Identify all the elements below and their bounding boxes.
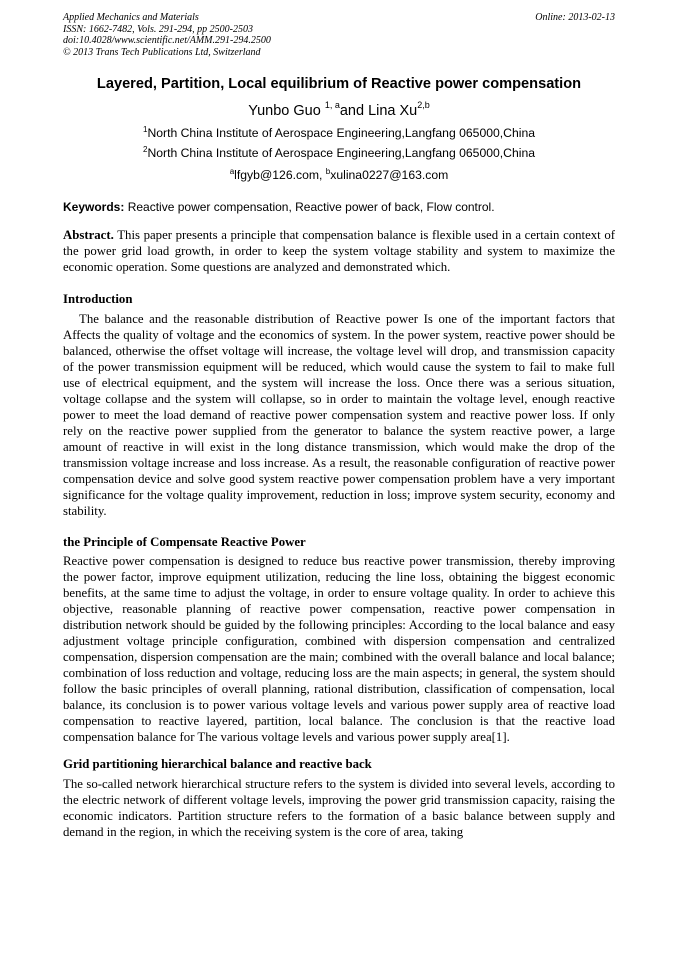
keywords-label: Keywords: (63, 200, 125, 214)
copyright-line: © 2013 Trans Tech Publications Ltd, Switzerland (63, 46, 261, 58)
doi-line: doi:10.4028/www.scientific.net/AMM.291-294.2500 (63, 35, 271, 46)
abstract-text: This paper presents a principle that compensation balance is flexible used in a certain context of the power grid load growth, in order to keep the system voltage stability and system to maximize the economic operation. Some questions are analyzed and demonstrated which. (63, 228, 616, 274)
principle-paragraph: Reactive power compensation is designed to reduce bus reactive power transmission, thereby improving the power factor, improve equipment utilization, reducing the line loss, obtaining the biggest economic benefits, at the same time to adjust the voltage, in order to ensure voltage quality. In order to achieve this objective, reasonable planning of reactive power compensation, reactive power compensation in distribution network should be guided by the following principles: According to the local balance and easy adjustment voltage principle configuration, combined with dispersion compensation and centralized compensation, dispersion compensation are the main; combined with the overall balance and local balance; combination of loss reduction and voltage, reducing loss are the main aspects; in general, the system should follow the basic principles of overall planning, rational distribution, classification of compensation, local balance, its conclusion is to power various voltage levels and various power supply area of reactive load compensation to reactive layered, partition, local balance. The conclusion is that the reactive load compensation balance for The various voltage levels and various power supply area[1]. (63, 554, 615, 744)
email-line (63, 168, 615, 182)
section-heading-principle: the Principle of Compensate Reactive Power (63, 535, 306, 549)
affiliation-2-superscript: 2 (142, 145, 148, 154)
author-line (63, 102, 615, 120)
issn-line: ISSN: 1662-7482, Vols. 291-294, pp 2500-2503 (63, 23, 253, 35)
email-b-superscript: b (325, 167, 331, 176)
abstract-label: Abstract. (63, 228, 114, 242)
section-heading-introduction: Introduction (63, 292, 133, 306)
affiliation-1-superscript: 1 (142, 125, 148, 134)
email-a: lfgyb@126.com, (234, 168, 323, 182)
section-heading-grid-partitioning: Grid partitioning hierarchical balance and reactive back (63, 757, 372, 771)
affiliation-1-text: North China Institute of Aerospace Engineering,Langfang 065000,China (147, 126, 536, 140)
paper-title: Layered, Partition, Local equilibrium of Reactive power compensation (96, 76, 582, 92)
keywords (63, 200, 615, 215)
paper-page (63, 12, 615, 840)
email-a-superscript: a (229, 167, 235, 176)
online-date: Online: 2013-02-13 (535, 12, 615, 23)
introduction-paragraph: The balance and the reasonable distribution of Reactive power Is one of the important factors that Affects the quality of voltage and the economics of system. In the power system, reactive power should be balanced, otherwise the offset voltage will increase, the voltage level will drop, and transmission capacity of the power transmission equipment will be reduced, which would cause the system to fail to make full use of electrical equipment, and the system will increase the loss. Once there was a serious situation, voltage collapse and the system will collapse, so in order to maintain the voltage level, enough reactive power to meet the load demand of reactive power compensation system and reactive power loss. If only rely on the reactive power supplied from the generator to balance the system reactive power, a large amount of reactive in will exist in the long distance transmission, which would make the drop of the transmission voltage increase and loss increase. As a result, the reasonable configuration of reactive power compensation device and solve good system reactive power compensation problem have a very important significance for the voltage quality improvement, reduction in loss; improve system security, economy and stability. (63, 312, 615, 518)
author-1: Yunbo Guo (248, 103, 321, 119)
abstract (63, 227, 615, 275)
author-2: and Lina Xu (339, 103, 418, 119)
email-b: xulina0227@163.com (330, 168, 449, 182)
author-1-superscript: 1, a (324, 100, 340, 110)
journal-name: Applied Mechanics and Materials (63, 12, 199, 23)
affiliation-2 (63, 146, 615, 160)
grid-partitioning-paragraph: The so-called network hierarchical structure refers to the system is divided into several levels, according to the electric network of different voltage levels, improving the power grid transmission capacity, raising the economic indicators. Partition structure refers to the formation of a basic balance between supply and demand in the region, in which the receiving system is the core of area, taking (63, 777, 615, 839)
affiliation-2-text: North China Institute of Aerospace Engineering,Langfang 065000,China (147, 146, 536, 160)
author-2-superscript: 2,b (417, 100, 430, 110)
running-header (63, 12, 615, 24)
keywords-text: Reactive power compensation, Reactive power of back, Flow control. (127, 200, 495, 214)
affiliation-1 (63, 126, 615, 140)
